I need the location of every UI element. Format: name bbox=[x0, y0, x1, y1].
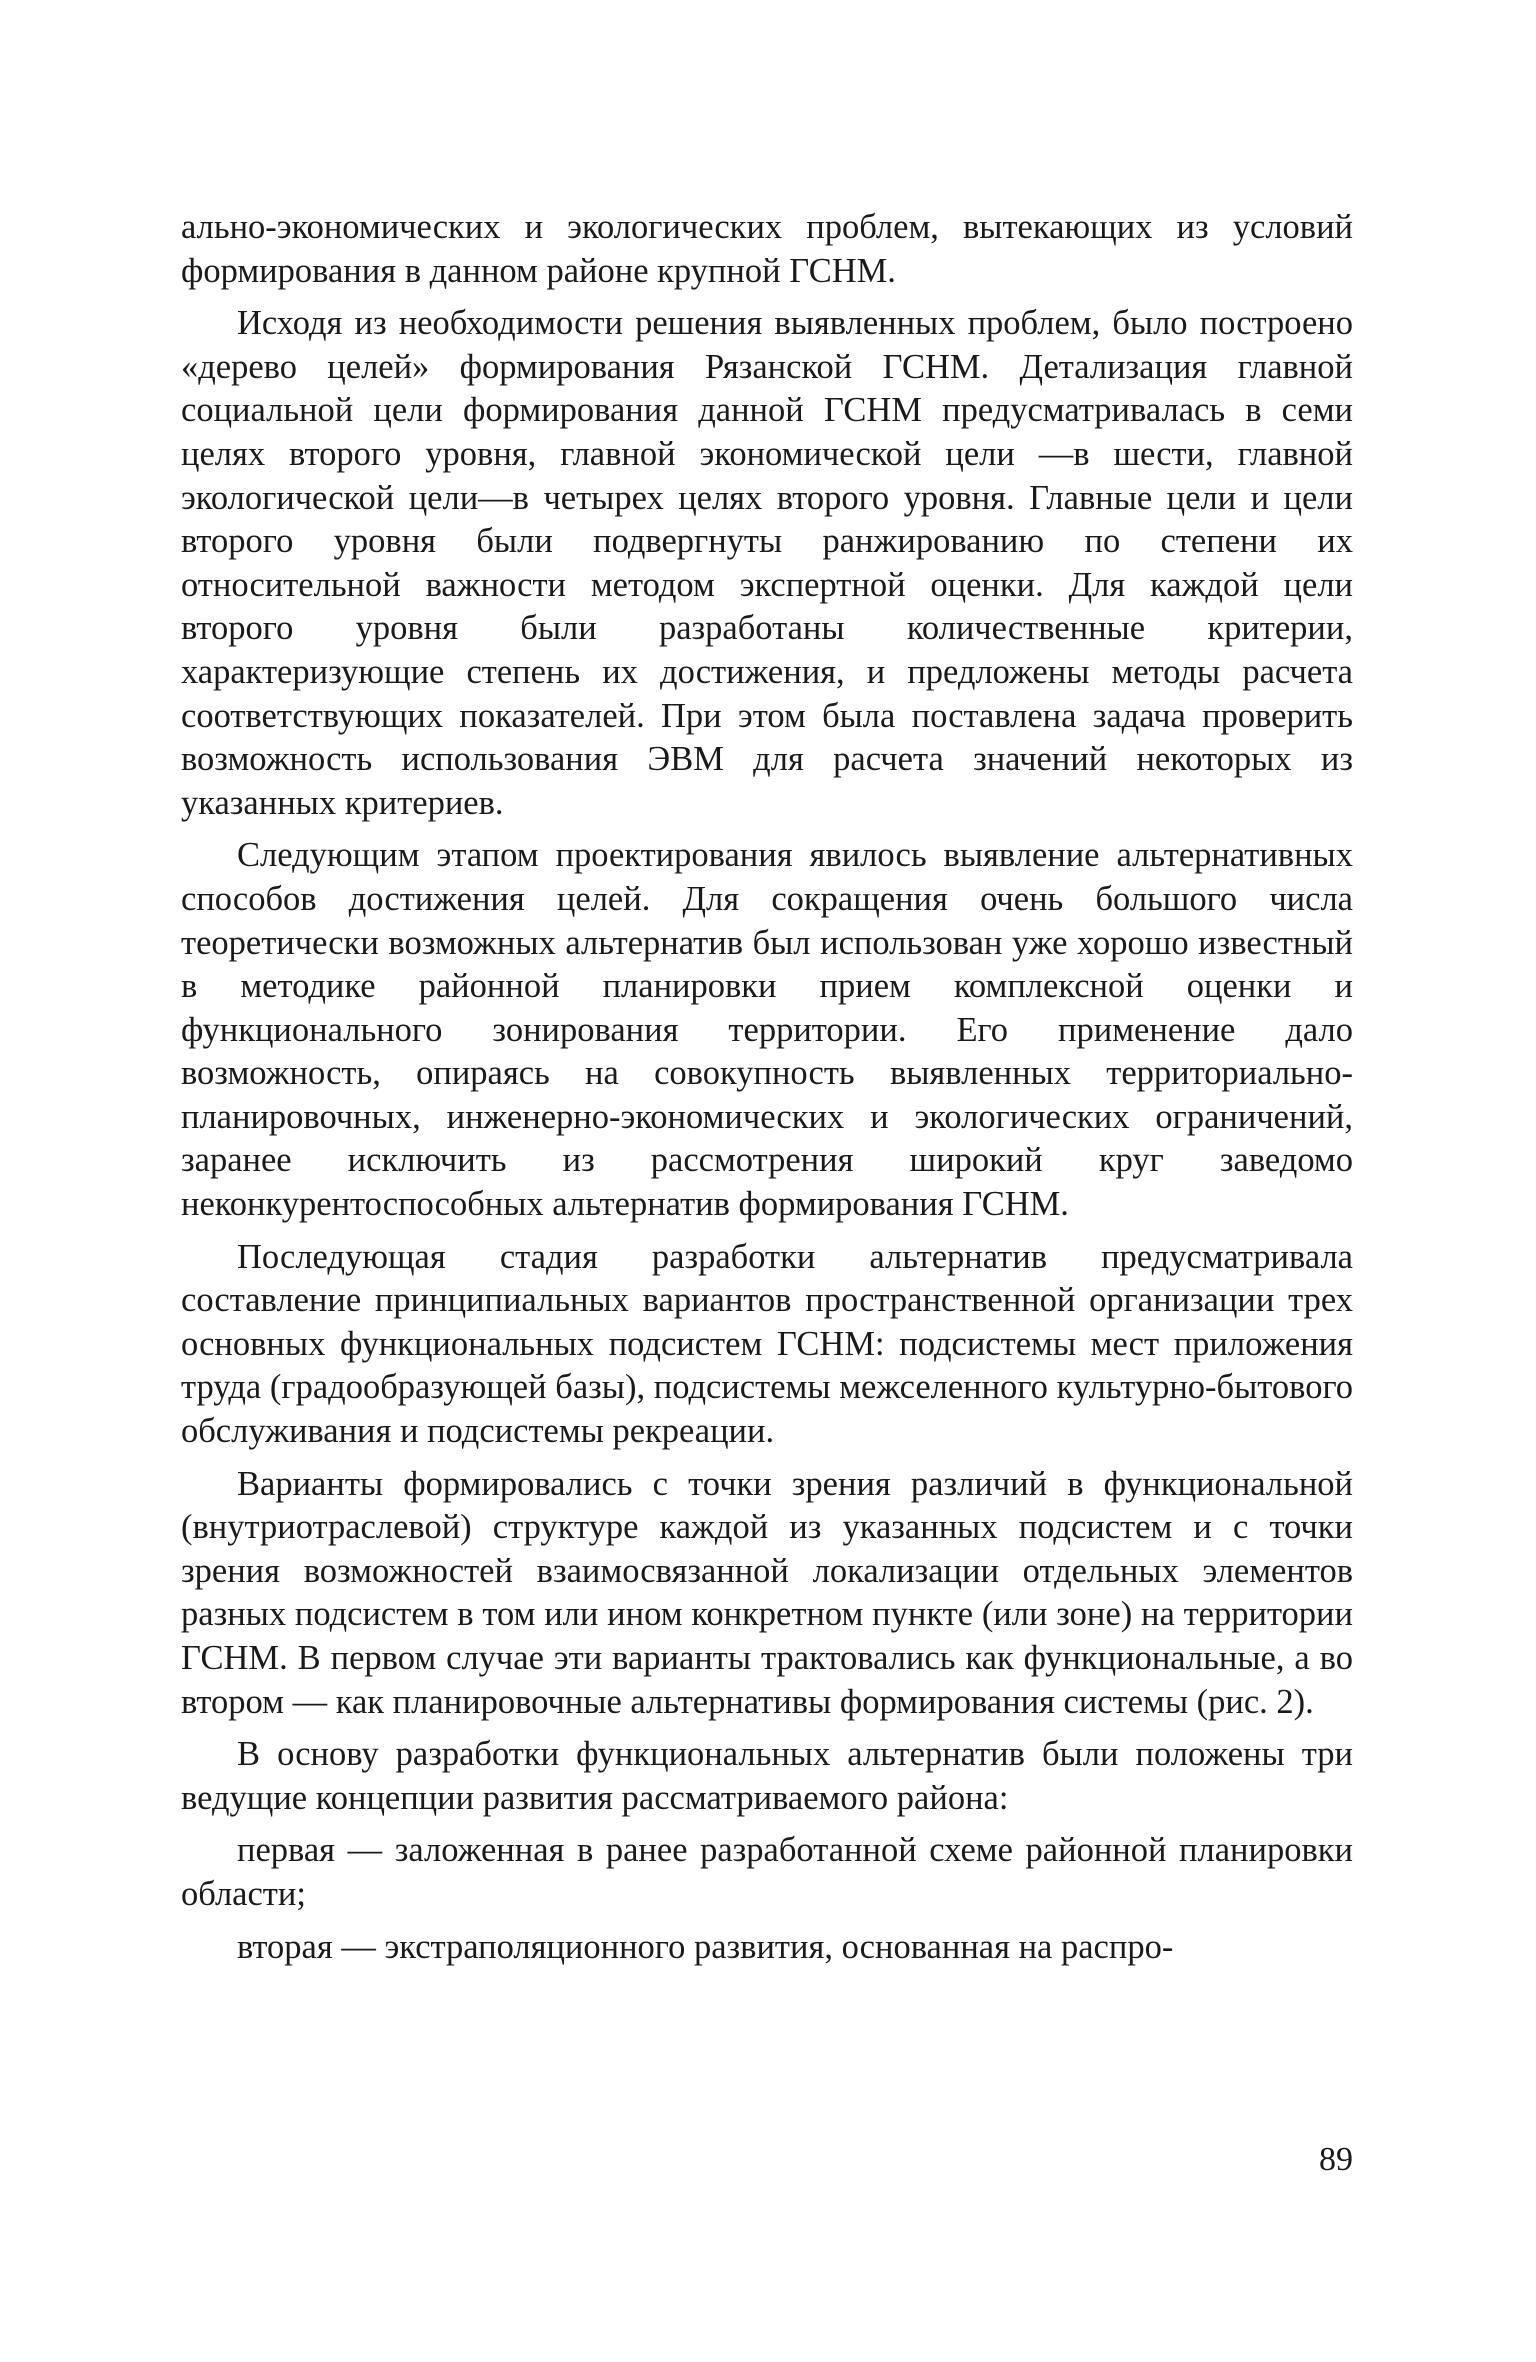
page-body-text bbox=[181, 206, 1353, 1969]
paragraph-concepts: В основу разработки функциональных альтернатив были положены три ведущие концепции развития рассматриваемого района: bbox=[181, 1735, 1353, 1817]
paragraph-subsystems: Последующая стадия разработки альтернатив предусматривала составление принципиальных вариантов пространственной организации трех основных функциональных подсистем ГСНМ: подсистемы мест приложения труда (градообразующей базы), подсистемы межселенного культурно-бытового обслуживания и подсистемы рекреации. bbox=[181, 1237, 1353, 1451]
paragraph-goal-tree: Исходя из необходимости решения выявленных проблем, было построено «дерево целей» формирования Рязанской ГСНМ. Детализация главной социальной цели формирования данной ГСНМ предусматривалась в семи целях второго уровня, главной экономической цели —в шести, главной экологической цели—в четырех целях второго уровня. Главные цели и цели второго уровня были подвергнуты ранжированию по степени их относительной важности методом экспертной оценки. Для каждой цели второго уровня были разработаны количественные критерии, характеризующие степень их достижения, и предложены методы расчета соответствующих показателей. При этом была поставлена задача проверить возможность использования ЭВМ для расчета значений некоторых из указанных критериев. bbox=[181, 304, 1353, 822]
paragraph-concept-first: первая — заложенная в ранее разработанной схеме районной планировки области; bbox=[181, 1831, 1353, 1913]
paragraph-continuation: ально-экономических и экологических проблем, вытекающих из условий формирования в данном районе крупной ГСНМ. bbox=[181, 208, 1353, 290]
paragraph-alternatives: Следующим этапом проектирования явилось выявление альтернативных способов достижения целей. Для сокращения очень большого числа теоретически возможных альтернатив был использован уже хорошо известный в методике районной планировки прием комплексной оценки и функционального зонирования территории. Его применение дало возможность, опираясь на совокупность выявленных территориально-планировочных, инженерно-экономических и экологических ограничений, заранее исключить из рассмотрения широкий круг заведомо неконкурентоспособных альтернатив формирования ГСНМ. bbox=[181, 836, 1353, 1224]
paragraph-variants: Варианты формировались с точки зрения различий в функциональной (внутриотраслевой) структуре каждой из указанных подсистем и с точки зрения возможностей взаимосвязанной локализации отдельных элементов разных подсистем в том или ином конкретном пункте (или зоне) на территории ГСНМ. В первом случае эти варианты трактовались как функциональные, а во втором — как планировочные альтернативы формирования системы (рис. 2). bbox=[181, 1464, 1353, 1721]
page-number: 89 bbox=[1319, 2141, 1353, 2178]
paragraph-concept-second: вторая — экстраполяционного развития, основанная на распро- bbox=[237, 1927, 1174, 1966]
